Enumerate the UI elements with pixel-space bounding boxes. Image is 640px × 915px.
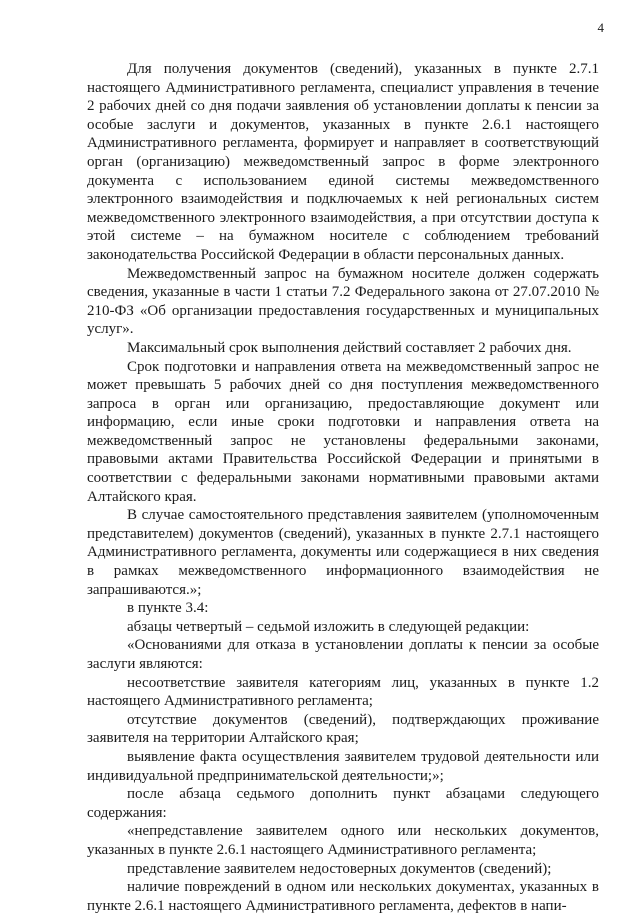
paragraph: после абзаца седьмого дополнить пункт абзацами следующего содержания: (87, 786, 599, 821)
paragraph: отсутствие документов (сведений), подтверждающих проживание заявителя на территории Алтайского края; (87, 711, 599, 747)
paragraph: Для получения документов (сведений), указанных в пункте 2.7.1 настоящего Административного регламента, специалист управления в течение 2 рабочих дней со дня подачи заявления об установлении доплаты к пенсии за особые заслуги и документов, указанных в пункте 2.6.1 настоящего Административного регламента, формирует и направляет в соответствующий орган (организацию) межведомственный запрос в форме электронного документа с использованием единой системы межведомственного электронного взаимодействия и подключаемых к ней региональных систем межведомственного электронного взаимодействия, а при отсутствии доступа к этой системе – на бумажном носителе с соблюдением требований законодательства Российской Федерации в области персональных данных. (87, 61, 599, 263)
paragraph: «Основаниями для отказа в установлении доплаты к пенсии за особые заслуги являются: (87, 637, 599, 672)
paragraph: Межведомственный запрос на бумажном носителе должен содержать сведения, указанные в части 1 статьи 7.2 Федерального закона от 27.07.2010 № 210-ФЗ «Об организации предоставления государственных и муниципальных услуг». (87, 265, 599, 338)
paragraph: представление заявителем недостоверных документов (сведений); (127, 860, 552, 877)
paragraph: в пункте 3.4: (127, 600, 209, 617)
document-body (87, 60, 599, 915)
paragraph: абзацы четвертый – седьмой изложить в следующей редакции: (127, 618, 530, 635)
paragraph: «непредставление заявителем одного или нескольких документов, указанных в пункте 2.6.1 настоящего Административного регламента; (87, 823, 599, 858)
paragraph: несоответствие заявителя категориям лиц, указанных в пункте 1.2 настоящего Административного регламента; (87, 674, 599, 710)
paragraph: выявление факта осуществления заявителем трудовой деятельности или индивидуальной предпринимательской деятельности;»; (87, 748, 599, 784)
paragraph: наличие повреждений в одном или нескольких документах, указанных в пункте 2.6.1 настоящего Административного регламента, дефектов в напи- (87, 879, 599, 914)
paragraph: Срок подготовки и направления ответа на межведомственный запрос не может превышать 5 рабочих дней со дня поступления межведомственного запроса в орган или организацию, предоставляющие документ или информацию, если иные сроки подготовки и направления ответа на межведомственный запрос не установлены федеральными законами, правовыми актами Правительства Российской Федерации и принятыми в соответствии с федеральными законами нормативными правовыми актами Алтайского края. (87, 358, 599, 505)
paragraph: Максимальный срок выполнения действий составляет 2 рабочих дня. (127, 339, 572, 356)
paragraph: В случае самостоятельного представления заявителем (уполномоченным представителем) документов (сведений), указанных в пункте 2.7.1 настоящего Административного регламента, документы или содержащиеся в них сведения в рамках межведомственного информационного взаимодействия не запрашиваются.»; (87, 507, 599, 598)
page-number: 4 (597, 20, 604, 35)
